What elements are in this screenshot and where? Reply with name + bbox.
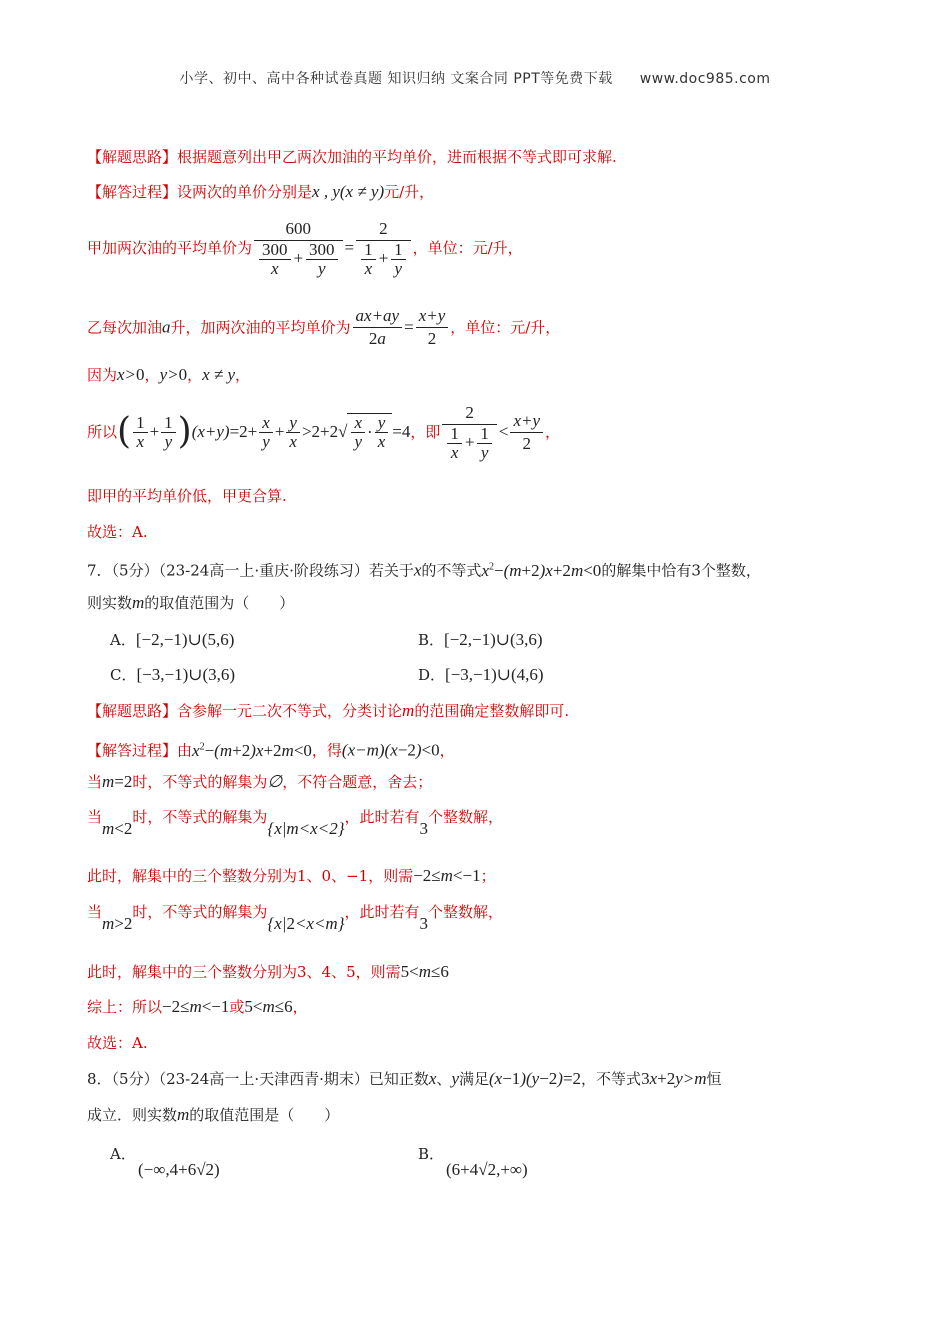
q8-option-a[interactable]: A． (−∞,4+6√2) [110,1145,220,1179]
page-header [0,68,950,88]
q7-case1: 当m=2时，不等式的解集为∅，不符合题意，舍去； [87,772,433,791]
q7-option-d[interactable]: D．[−3,−1)∪(4,6) [418,665,544,684]
q6-process: 【解答过程】设两次的单价分别是x , y(x ≠ y)元/升， [87,182,435,201]
q8-stem-line1: 8．（5分）（23-24高一上·天津西青·期末）已知正数x、y满足(x−1)(y−2)=2，不等式3x+2y>m恒 [87,1069,722,1088]
header-site-link[interactable]: www.doc985.com [639,71,771,87]
q7-summary: 综上：所以−2≤m<−1或5<m≤6， [87,997,308,1016]
q6-jia-formula: 甲加两次油的平均单价为 600 $\frac{300}{x}$ + $\frac{300}{y}$ = 2 $\frac{1}{x}$ + $\frac{1}{y}$ ，单位：元/升， [87,219,523,278]
q6-idea: 【解题思路】根据题意列出甲乙两次加油的平均单价，进而根据不等式即可求解. [87,148,617,166]
q7-case3-result: 此时，解集中的三个整数分别为3、4、5，则需5<m≤6 [87,962,449,981]
q7-case2: 当m<2时，不等式的解集为{x|m<x<2}，此时若有3个整数解， [87,808,504,838]
q7-case3: 当m>2时，不等式的解集为{x|2<x<m}，此时若有3个整数解， [87,903,504,933]
header-title: 小学、初中、高中各种试卷真题 知识归纳 文案合同 PPT等免费下载 [179,71,613,87]
q6-conclusion: 即甲的平均单价低，甲更合算. [87,487,287,505]
q7-process: 【解答过程】由$x^2-(m+2)x+2m<0$，得(x−m)(x−2)<0， [87,740,455,760]
q8-option-b[interactable]: B． (6+4√2,+∞) [418,1145,528,1179]
q7-case2-result: 此时，解集中的三个整数分别为1、0、−1，则需−2≤m<−1； [87,866,496,885]
q7-option-b[interactable]: B．[−2,−1)∪(3,6) [418,630,543,649]
q7-option-a[interactable]: A．[−2,−1)∪(5,6) [110,630,235,649]
q7-idea: 【解题思路】含参解一元二次不等式，分类讨论m的范围确定整数解即可. [87,701,570,720]
q6-yi-formula: 乙每次加油a升，加两次油的平均单价为 $\frac{ax+ay}{2a}$ = $\frac{x+y}{2}$ ，单位：元/升， [87,306,561,348]
q8-stem-line2: 成立．则实数m的取值范围是（ ） [87,1105,340,1124]
q6-because: 因为x>0，y>0，x ≠ y， [87,365,251,384]
q7-stem-line1: 7．（5分）（23-24高一上·重庆·阶段练习）若关于x的不等式$x^2-(m+2)x+2m<0$的解集中恰有3个整数， [87,560,761,580]
q6-so-formula: 所以( $\frac{1}{x}$ + $\frac{1}{y}$ )(x+y)=2+ $\frac{x}{y}$ + $\frac{y}{x}$ >2+2√ $\frac{x}{y}$ · $\frac{y}{x}$ =4，即 2 $\frac{1}{x}$ + $\frac{1}{y}$ < $\frac{x+y}{2}$ ， [87,403,561,462]
q6-answer: 故选：A. [87,523,148,541]
q7-stem-line2: 则实数m的取值范围为（ ） [87,593,295,612]
q7-option-c[interactable]: C．[−3,−1)∪(3,6) [110,665,236,684]
q7-answer: 故选：A. [87,1034,148,1052]
